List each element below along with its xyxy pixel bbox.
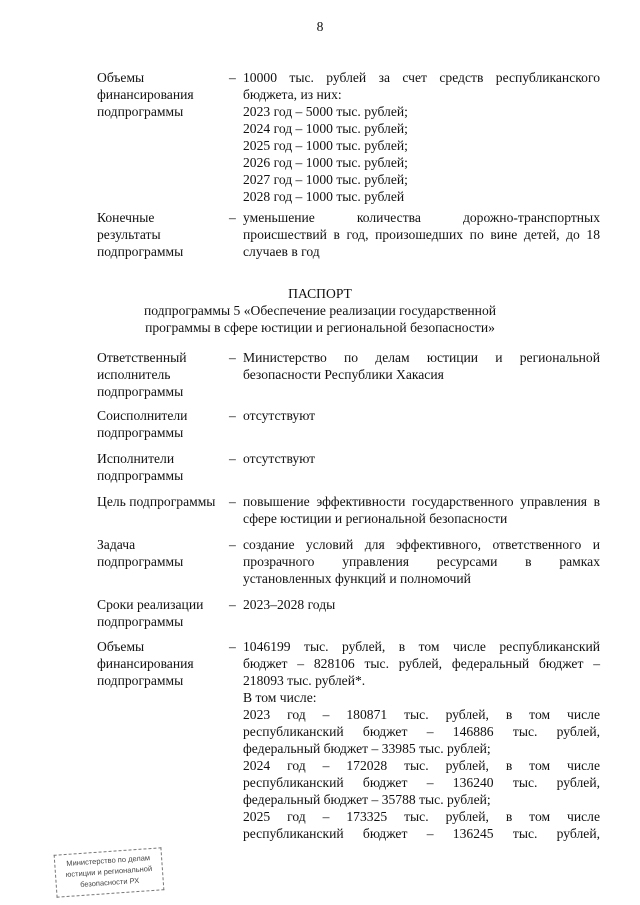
row-value-line: создание условий для эффективного, ответственного и xyxy=(243,537,600,552)
row-value-line: бюджета, из них: xyxy=(243,87,342,102)
row-value xyxy=(243,209,600,260)
row-label xyxy=(97,450,229,484)
row-label xyxy=(97,349,229,400)
row-value xyxy=(243,638,600,842)
row-dash: – xyxy=(229,210,236,225)
row-dash: – xyxy=(229,350,236,365)
row-label-line: результаты xyxy=(97,227,161,242)
row-label-line: финансирования xyxy=(97,656,194,671)
row-value-line: 2025 год – 1000 тыс. рублей; xyxy=(243,138,408,153)
row-dash: – xyxy=(229,639,236,654)
row-value-line: случаев в год xyxy=(243,244,320,259)
row-value-line: безопасности Республики Хакасия xyxy=(243,367,444,382)
stamp-line-3: безопасности РХ xyxy=(79,875,140,890)
passport-title-block xyxy=(0,285,640,336)
row-value-line: установленных функций и полномочий xyxy=(243,571,471,586)
row-label-line: подпрограммы xyxy=(97,614,184,629)
page-number: 8 xyxy=(316,19,324,34)
row-value xyxy=(243,407,600,424)
row-label xyxy=(97,407,229,441)
row-label-line: Объемы xyxy=(97,639,145,654)
row-value-line: бюджет – 828106 тыс. рублей, федеральный бюджет – xyxy=(243,656,600,671)
row-label xyxy=(97,596,229,630)
passport-heading: ПАСПОРТ xyxy=(288,286,352,301)
stamp-line-2: юстиции и региональной xyxy=(65,863,153,880)
row-label-line: подпрограммы xyxy=(97,104,184,119)
passport-subtitle-line-2: программы в сфере юстиции и региональной безопасности» xyxy=(145,320,495,335)
row-label-line: исполнитель xyxy=(97,367,171,382)
row-label-line: Конечные xyxy=(97,210,155,225)
row-value-line: происшествий в год, произошедших по вине детей, до 18 xyxy=(243,227,600,242)
row-dash: – xyxy=(229,494,236,509)
row-value-line: отсутствуют xyxy=(243,451,316,466)
row-value xyxy=(243,349,600,383)
row-label-line: Соисполнители xyxy=(97,408,188,423)
row-value-line: 10000 тыс. рублей за счет средств республиканского xyxy=(243,70,600,85)
row-dash: – xyxy=(229,537,236,552)
row-value-line: повышение эффективности государственного управления в xyxy=(243,494,600,509)
row-label-line: подпрограммы xyxy=(97,384,184,399)
row-value-line: республиканский бюджет – 136240 тыс. рублей, xyxy=(243,775,600,790)
stamp-line-1: Министерство по делам xyxy=(66,853,151,868)
row-value-line: отсутствуют xyxy=(243,408,316,423)
row-label xyxy=(97,209,229,260)
row-label-line: Объемы xyxy=(97,70,145,85)
row-label-line: Исполнители xyxy=(97,451,175,466)
row-value-line: В том числе: xyxy=(243,690,317,705)
row-value-line: 1046199 тыс. рублей, в том числе республиканский xyxy=(243,639,600,654)
row-label-line: Сроки реализации xyxy=(97,597,204,612)
row-value-line: 2023–2028 годы xyxy=(243,597,336,612)
row-value xyxy=(243,536,600,587)
passport-subtitle-line-1: подпрограммы 5 «Обеспечение реализации государственной xyxy=(143,303,497,318)
row-dash: – xyxy=(229,408,236,423)
row-label-line: подпрограммы xyxy=(97,673,184,688)
row-label-line: Задача xyxy=(97,537,136,552)
row-label-line: подпрограммы xyxy=(97,468,184,483)
row-value-line: 2026 год – 1000 тыс. рублей; xyxy=(243,155,408,170)
row-dash: – xyxy=(229,451,236,466)
row-value-line: федеральный бюджет – 35788 тыс. рублей; xyxy=(243,792,491,807)
row-value-line: 2024 год – 1000 тыс. рублей; xyxy=(243,121,408,136)
row-label-line: Цель подпрограммы xyxy=(97,494,216,509)
ministry-stamp xyxy=(54,847,165,897)
row-label xyxy=(97,69,229,120)
row-value-line: республиканский бюджет – 136245 тыс. рублей, xyxy=(243,826,600,841)
row-value xyxy=(243,69,600,205)
row-label xyxy=(97,638,229,689)
row-label-line: финансирования xyxy=(97,87,194,102)
row-label-line: подпрограммы xyxy=(97,425,184,440)
row-value xyxy=(243,596,600,613)
row-value-line: республиканский бюджет – 146886 тыс. рублей, xyxy=(243,724,600,739)
row-dash: – xyxy=(229,70,236,85)
row-value-line: сфере юстиции и региональной безопасности xyxy=(243,511,508,526)
row-value-line: 2028 год – 1000 тыс. рублей xyxy=(243,189,405,204)
row-value xyxy=(243,450,600,467)
row-value-line: Министерство по делам юстиции и региональной xyxy=(243,350,600,365)
row-label-line: Ответственный xyxy=(97,350,187,365)
row-value-line: прозрачного управления ресурсами в рамках xyxy=(243,554,600,569)
row-value-line: 2025 год – 173325 тыс. рублей, в том числе xyxy=(243,809,600,824)
row-label-line: подпрограммы xyxy=(97,244,184,259)
row-value-line: 218093 тыс. рублей*. xyxy=(243,673,366,688)
row-value-line: 2027 год – 1000 тыс. рублей; xyxy=(243,172,408,187)
row-value-line: 2023 год – 180871 тыс. рублей, в том числе xyxy=(243,707,600,722)
row-label-line: подпрограммы xyxy=(97,554,184,569)
row-value-line: уменьшение количества дорожно-транспортных xyxy=(243,210,600,225)
row-value xyxy=(243,493,600,527)
row-label xyxy=(97,536,229,570)
row-dash: – xyxy=(229,597,236,612)
row-value-line: 2024 год – 172028 тыс. рублей, в том числе xyxy=(243,758,600,773)
row-value-line: 2023 год – 5000 тыс. рублей; xyxy=(243,104,408,119)
row-value-line: федеральный бюджет – 33985 тыс. рублей; xyxy=(243,741,491,756)
row-label xyxy=(97,493,229,510)
